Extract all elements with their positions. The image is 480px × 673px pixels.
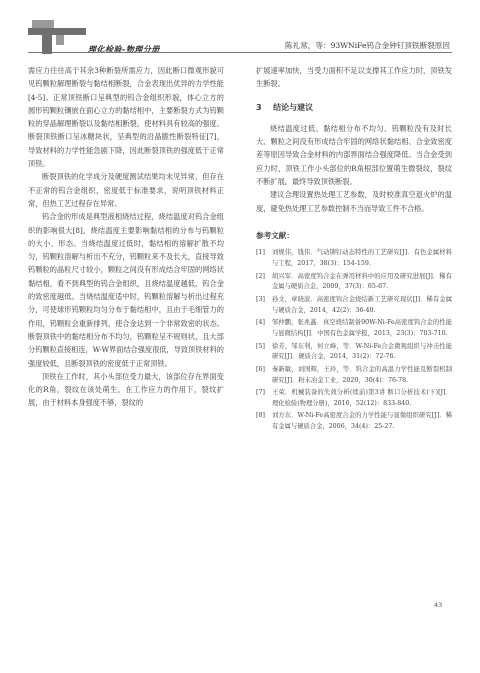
section-title: 结论与建议 [273, 102, 314, 112]
reference-item [256, 411, 452, 433]
reference-number: [8] [256, 412, 265, 420]
journal-logo [28, 20, 178, 56]
page-header [0, 0, 480, 58]
reference-number: [3] [256, 295, 265, 303]
header-rule [28, 52, 452, 53]
reference-number: [4] [256, 319, 265, 327]
journal-name: 理化检验-物理分册 [88, 45, 160, 54]
reference-number: [7] [256, 389, 265, 397]
reference-text: 徐芳，邹东利，何立峰，等．W-Ni-Fe合金微观组织与冲击性能研究[J]．硬质合金，2014，31(2)：72-76. [272, 342, 452, 361]
body-paragraph: 钨合金的形成是典型液相烧结过程，烧结温度对钨合金组织的影响很大[8]，烧结温度主要影响黏结相的分布与钨颗粒的大小、形态。当烧结温度过低时，黏结相的溶解扩散不均匀，钨颗粒溶解与析出不充分，钨颗粒来不及长大，直接导致钨颗粒的晶粒尺寸较小，颗粒之间没有形成结合牢固的网络状黏结相，看不到典型的钨合金组织，且烧结温度越低，钨合金的致密度越低。当烧结温度适中时，钨颗粒溶解与析出过程充分，可使球形钨颗粒均匀分布于黏结相中，且由于毛细管力的作用，钨颗粒会重新排列，使合金达到一个非常致密的状态。断裂顶铁中的黏结相分布不均匀，钨颗粒呈不规则状，且大部分钨颗粒直接相连，W-W界面结合强度很低，导致顶铁材料的强度较低，且断裂顶铁的密度低于正常顶铁。 [28, 212, 224, 368]
reference-item [256, 388, 452, 410]
left-column [28, 64, 224, 410]
right-column [256, 64, 452, 435]
page-number: 43 [434, 601, 443, 609]
reference-text: 秦新敏，刘国辉，王玲，等．钨合金的高温力学性能及断裂机制研究[J]．粉末冶金工业，2020，30(4)：76-78. [272, 365, 452, 384]
running-head: 陈礼常，等：93WNiFe钨合金钟钉顶铁断裂原因 [285, 41, 450, 50]
reference-number: [1] [256, 249, 265, 257]
section-heading [256, 101, 452, 114]
reference-text: 邹仲鹏，张兆鑫．真空烧结制备90W-Ni-Fe高密度钨合金的性能与显微结构[J]．中国有色金属学报，2013，23(3)：703-710. [272, 319, 452, 338]
body-paragraph: 扩展速率加快，当受力面积不足以支撑其工作应力时，顶铁发生断裂。 [256, 66, 452, 89]
reference-text: 孙文，章晓波．高密度钨合金烧结新工艺研究现状[J]．稀有金属与硬质合金，2014，42(2)：36-40. [272, 295, 452, 314]
reference-item [256, 342, 452, 364]
references-heading: 参考文献： [256, 230, 294, 240]
reference-item [256, 295, 452, 317]
reference-item [256, 248, 452, 270]
body-paragraph: 烧结温度过低、黏结相分布不均匀、钨颗粒没有及时长大、颗粒之间没有形成结合牢固的网络状黏结相、合金致密度差等原因导致合金材料的内部界面结合强度降低。当合金受到应力时，顶铁工作小头部位的R角根部位置萌生微裂纹，裂纹不断扩展，最终导致顶铁断裂。 [256, 123, 452, 187]
reference-item [256, 365, 452, 387]
reference-text: 刘规伟，钱伟．气动铆钉动态特性的工艺研究[J]．有色金属材料与工程，2017，38(3)：154-159. [272, 249, 452, 268]
reference-number: [2] [256, 272, 265, 280]
reference-text: 胡兴军．高密度钨合金在弹用材料中的应用及研究进展[J]．稀有金属与硬质合金，2009，37(3)：65-67. [272, 272, 452, 291]
body-paragraph: 断裂顶铁的化学成分及硬度测试结果均未见异常，但存在不正常的钨合金组织，密度低于标准要求，说明顶铁材料正常，但热工艺过程存在异常。 [28, 172, 224, 208]
reference-number: [6] [256, 365, 265, 373]
reference-list [256, 248, 452, 433]
reference-number: [5] [256, 342, 265, 350]
body-paragraph: 需应力往往高于其余3种断裂所需应力，因此断口微观形貌可见钨颗粒解理断裂与黏结相断裂，合金表现出优异的力学性能[4-5]。正常顶铁断口呈典型的钨合金组织形貌，体心立方的圆形钨颗粒镶嵌在面心立方的黏结相中，主要断裂方式为钨颗粒的穿晶解理断裂以及黏结相断裂，使材料具有较高的强度。断裂顶铁断口呈冰糖块状，呈典型的沿晶脆性断裂特征[7]，导致材料的力学性能急剧下降，因此断裂顶铁的强度低于正常顶铁。 [28, 66, 224, 169]
section-number: 3 [256, 102, 262, 112]
body-paragraph: 建议合理设置热处理工艺参数，及时校准真空退火炉的温度，避免热处理工艺参数控制不当而导致工件不合格。 [256, 190, 452, 213]
reference-text: 王荣．机械装备的失效分析(续前)第3讲 断口分析技术(下)[J]．理化检验(物理分册)，2016，52(12)：833-840. [272, 389, 452, 408]
reference-text: 刘方东．W-Ni-Fe高密度合金的力学性能与显微组织研究[J]．稀有金属与硬质合金，2006，34(4)：25-27. [272, 412, 452, 431]
body-paragraph: 顶铁在工作时，其小头部位受力最大，该部位存在界面变化的R角，裂纹在该处萌生，在工作应力的作用下，裂纹扩展，由于材料本身强度不够，裂纹的 [28, 371, 224, 408]
reference-item [256, 272, 452, 294]
journal-logo-icon [28, 20, 86, 54]
reference-item [256, 318, 452, 340]
